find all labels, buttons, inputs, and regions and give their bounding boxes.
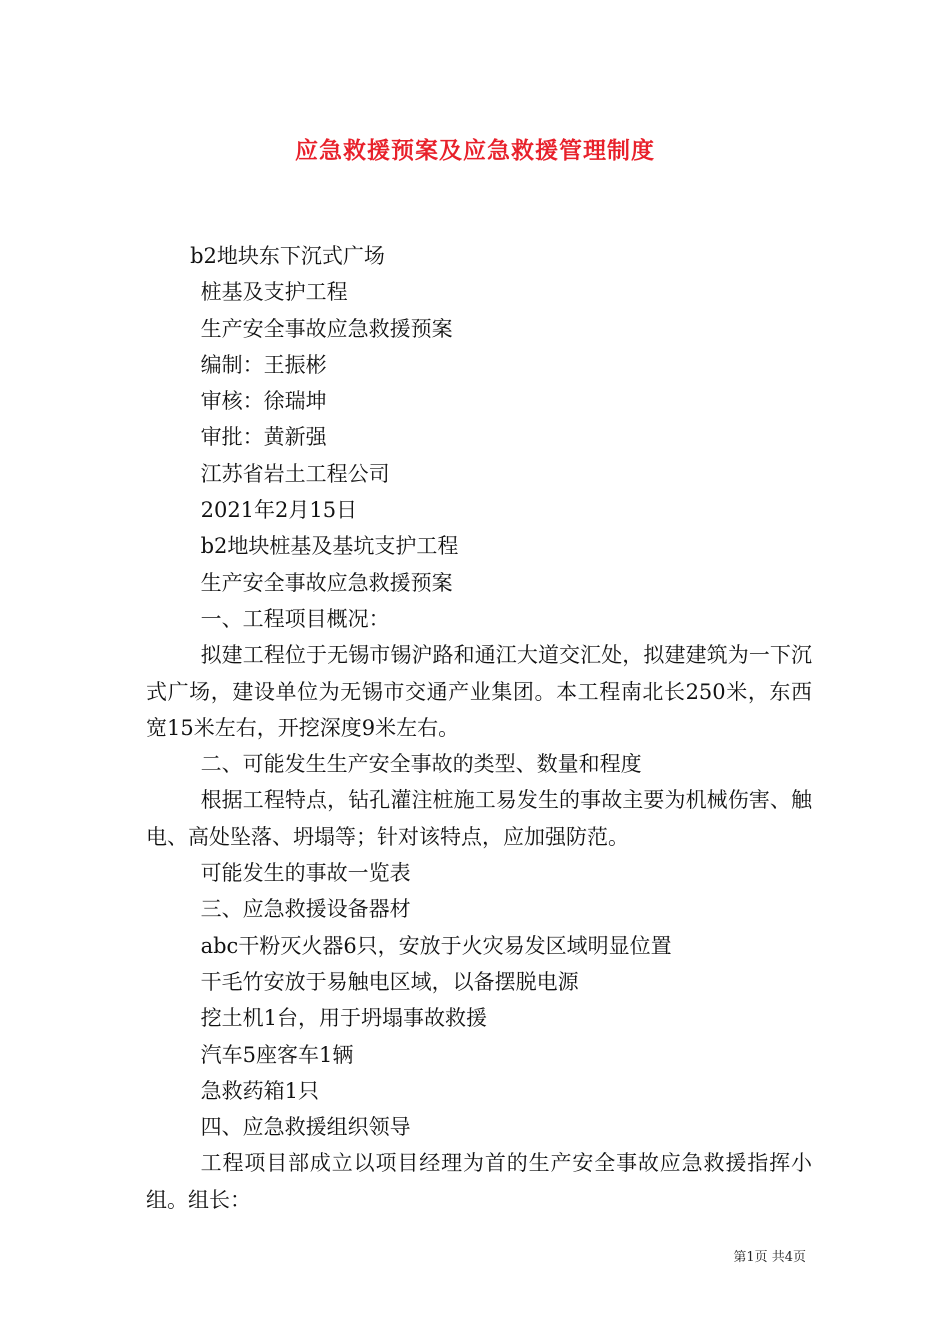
paragraph-line: 生产安全事故应急救援预案 bbox=[200, 570, 453, 595]
section-heading: 二、可能发生生产安全事故的类型、数量和程度 bbox=[200, 752, 642, 777]
paragraph-line: 江苏省岩土工程公司 bbox=[200, 461, 390, 486]
paragraph-line: b2地块东下沉式广场 bbox=[190, 244, 385, 268]
paragraph-line: abc干粉灭火器6只，安放于火灾易发区域明显位置 bbox=[200, 933, 672, 958]
paragraph-line: 挖土机1台，用于坍塌事故救援 bbox=[200, 1006, 487, 1031]
section-heading: 三、应急救援设备器材 bbox=[200, 897, 411, 922]
paragraph-line: 干毛竹安放于易触电区域，以备摆脱电源 bbox=[200, 969, 579, 994]
paragraph-line: 审核：徐瑞坤 bbox=[200, 389, 327, 414]
paragraph-line: 桩基及支护工程 bbox=[200, 280, 348, 305]
paragraph-line: 编制：王振彬 bbox=[200, 352, 327, 377]
paragraph: 根据工程特点，钻孔灌注桩施工易发生的事故主要为机械伤害、触电、高处坠落、坍塌等；针对该特点，应加强防范。 bbox=[146, 788, 812, 849]
section-heading: 四、应急救援组织领导 bbox=[200, 1115, 411, 1140]
paragraph: 工程项目部成立以项目经理为首的生产安全事故应急救援指挥小组。组长： bbox=[146, 1151, 812, 1212]
section-heading: 一、工程项目概况： bbox=[200, 606, 390, 631]
document-title: 应急救援预案及应急救援管理制度 bbox=[295, 137, 655, 164]
paragraph-line: 汽车5座客车1辆 bbox=[200, 1042, 354, 1067]
paragraph-line: 可能发生的事故一览表 bbox=[200, 861, 411, 886]
paragraph-line: b2地块桩基及基坑支护工程 bbox=[200, 534, 459, 559]
paragraph: 拟建工程位于无锡市锡沪路和通江大道交汇处，拟建建筑为一下沉式广场，建设单位为无锡市交通产业集团。本工程南北长250米，东西宽15米左右，开挖深度9米左右。 bbox=[146, 643, 812, 740]
document-body bbox=[146, 238, 812, 1218]
page-number: 第1页 共4页 bbox=[733, 1250, 806, 1265]
paragraph-line: 生产安全事故应急救援预案 bbox=[200, 316, 453, 341]
paragraph-line: 2021年2月15日 bbox=[200, 498, 358, 523]
paragraph-line: 审批：黄新强 bbox=[200, 425, 327, 450]
paragraph-line: 急救药箱1只 bbox=[200, 1078, 319, 1103]
